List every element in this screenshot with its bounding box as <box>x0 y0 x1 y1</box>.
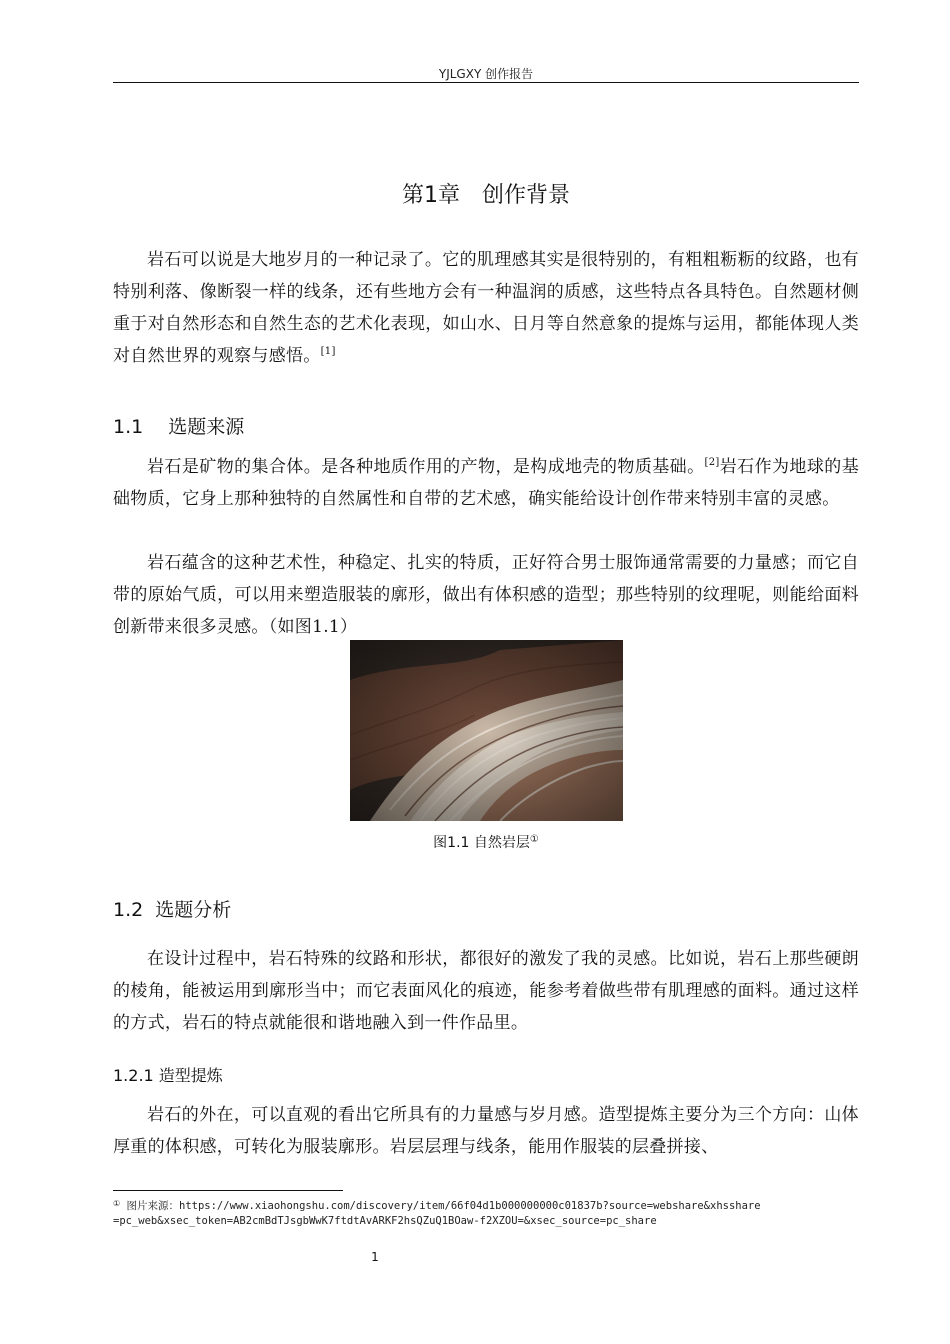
page-number: 1 <box>371 1250 379 1264</box>
running-header: YJLGXY 创作报告 <box>438 67 534 81</box>
chapter-title: 第1章 创作背景 <box>402 183 570 208</box>
source-text-b: 岩石作为地球的基础物质，它身上那种独特的自然属性和自带的艺术感，确实能给设计创作带来特别丰富的灵感。 <box>113 457 859 509</box>
section-heading-1-2: 1.2 选题分析 <box>113 899 232 921</box>
citation-2[interactable]: [2] <box>704 457 720 468</box>
source-paragraph-1 <box>113 451 859 515</box>
intro-text: 岩石可以说是大地岁月的一种记录了。它的肌理感其实是很特别的，有粗粗粝粝的纹路，也有特别利落、像断裂一样的线条，还有些地方会有一种温润的质感，这些特点各具特色。自然题材侧重于对自然形态和自然生态的艺术化表现，如山水、日月等自然意象的提炼与运用，都能体现人类对自然世界的观察与感悟。 <box>113 250 859 366</box>
footnote-rule <box>113 1190 343 1191</box>
shape-paragraph: 岩石的外在，可以直观的看出它所具有的力量感与岁月感。造型提炼主要分为三个方向：山体厚重的体积感，可转化为服装廓形。岩层层理与线条，能用作服装的层叠拼接、 <box>113 1105 859 1157</box>
footnote-mark-figure[interactable]: ① <box>529 834 539 845</box>
source-text-a: 岩石是矿物的集合体。是各种地质作用的产物，是构成地壳的物质基础。 <box>147 457 705 477</box>
section-heading-1-1: 1.1 选题来源 <box>113 416 245 438</box>
footnote <box>113 1199 763 1228</box>
source-paragraph-2: 岩石蕴含的这种艺术性，种稳定、扎实的特质，正好符合男士服饰通常需要的力量感；而它自带的原始气质，可以用来塑造服装的廓形，做出有体积感的造型；那些特别的纹理呢，则能给面料创新带来很多灵感。（如图1.1） <box>113 553 859 637</box>
footnote-mark: ① <box>113 1199 121 1208</box>
figure-caption <box>113 832 859 852</box>
section-heading-1-2-1: 1.2.1 造型提炼 <box>113 1066 223 1085</box>
footnote-text[interactable]: 图片来源：https://www.xiaohongshu.com/discovery/item/66f04d1b000000000c01837b?source=webshare&xhsshare=pc_web&xsec_token=AB2cmBdTJsgbWwK7ftdtAvARKF2hsQZuQ1BOaw-f2XZOU=&xsec_source=pc_share <box>113 1200 761 1227</box>
rock-layers-image <box>350 640 623 821</box>
header-rule <box>113 82 859 83</box>
intro-paragraph <box>113 244 859 372</box>
citation-1[interactable]: [1] <box>320 346 336 357</box>
figure-caption-text: 图1.1 自然岩层 <box>433 835 530 851</box>
analysis-paragraph: 在设计过程中，岩石特殊的纹路和形状，都很好的激发了我的灵感。比如说，岩石上那些硬朗的棱角，能被运用到廓形当中；而它表面风化的痕迹，能参考着做些带有肌理感的面料。通过这样的方式，岩石的特点就能很和谐地融入到一件作品里。 <box>113 949 859 1033</box>
